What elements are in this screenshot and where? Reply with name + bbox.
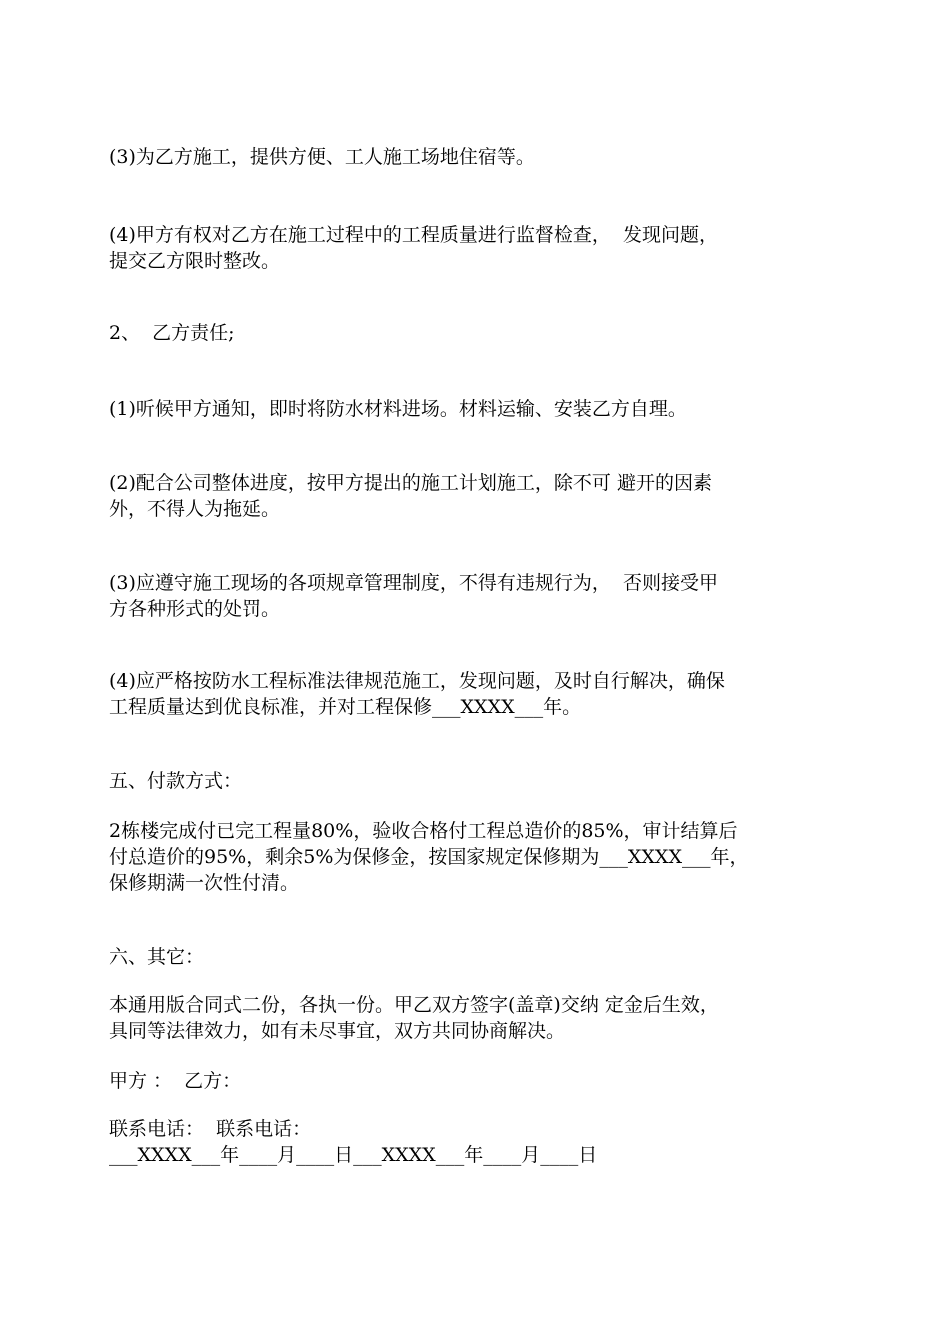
other-terms-line-1: 本通用版合同式二份，各执一份。甲乙双方签字(盖章)交纳 定金后生效， [109, 994, 719, 1016]
clause-party-a-4-line-1: (4)甲方有权对乙方在施工过程中的工程质量进行监督检查， 发现问题， [109, 224, 718, 246]
clause-party-b-3-line-2: 方各种形式的处罚。 [109, 598, 281, 620]
clause-party-b-2-line-1: (2)配合公司整体进度，按甲方提出的施工计划施工，除不可 避开的因素 [109, 472, 712, 494]
payment-terms-line-2: 付总造价的95%，剩余5%为保修金，按国家规定保修期为___XXXX___年， [109, 846, 749, 868]
clause-party-b-3-line-1: (3)应遵守施工现场的各项规章管理制度，不得有违规行为， 否则接受甲 [109, 572, 718, 594]
payment-terms-line-3: 保修期满一次性付清。 [109, 872, 300, 894]
payment-terms-line-1: 2栋楼完成付已完工程量80%，验收合格付工程总造价的85%，审计结算后 [109, 820, 738, 842]
clause-party-b-1: (1)听候甲方通知，即时将防水材料进场。材料运输、安装乙方自理。 [109, 398, 687, 420]
other-terms-line-2: 具同等法律效力，如有未尽事宜，双方共同协商解决。 [109, 1020, 566, 1042]
clause-party-b-2-line-2: 外，不得人为拖延。 [109, 498, 281, 520]
section-other-heading: 六、其它： [109, 946, 205, 968]
section-payment-heading: 五、付款方式： [109, 770, 243, 792]
section-party-b-responsibility: 2、 乙方责任; [109, 322, 235, 344]
clause-party-b-4-line-1: (4)应严格按防水工程标准法律规范施工，发现问题，及时自行解决，确保 [109, 670, 725, 692]
contact-phone-labels: 联系电话： 联系电话： [109, 1118, 312, 1140]
clause-party-a-4-line-2: 提交乙方限时整改。 [109, 250, 281, 272]
signature-parties: 甲方 ： 乙方： [109, 1070, 242, 1092]
clause-party-a-3: (3)为乙方施工，提供方便、工人施工场地住宿等。 [109, 146, 535, 168]
signature-dates: ___XXXX___年____月____日___XXXX___年____月____日 [109, 1144, 598, 1166]
clause-party-b-4-line-2: 工程质量达到优良标准，并对工程保修___XXXX___年。 [109, 696, 582, 718]
